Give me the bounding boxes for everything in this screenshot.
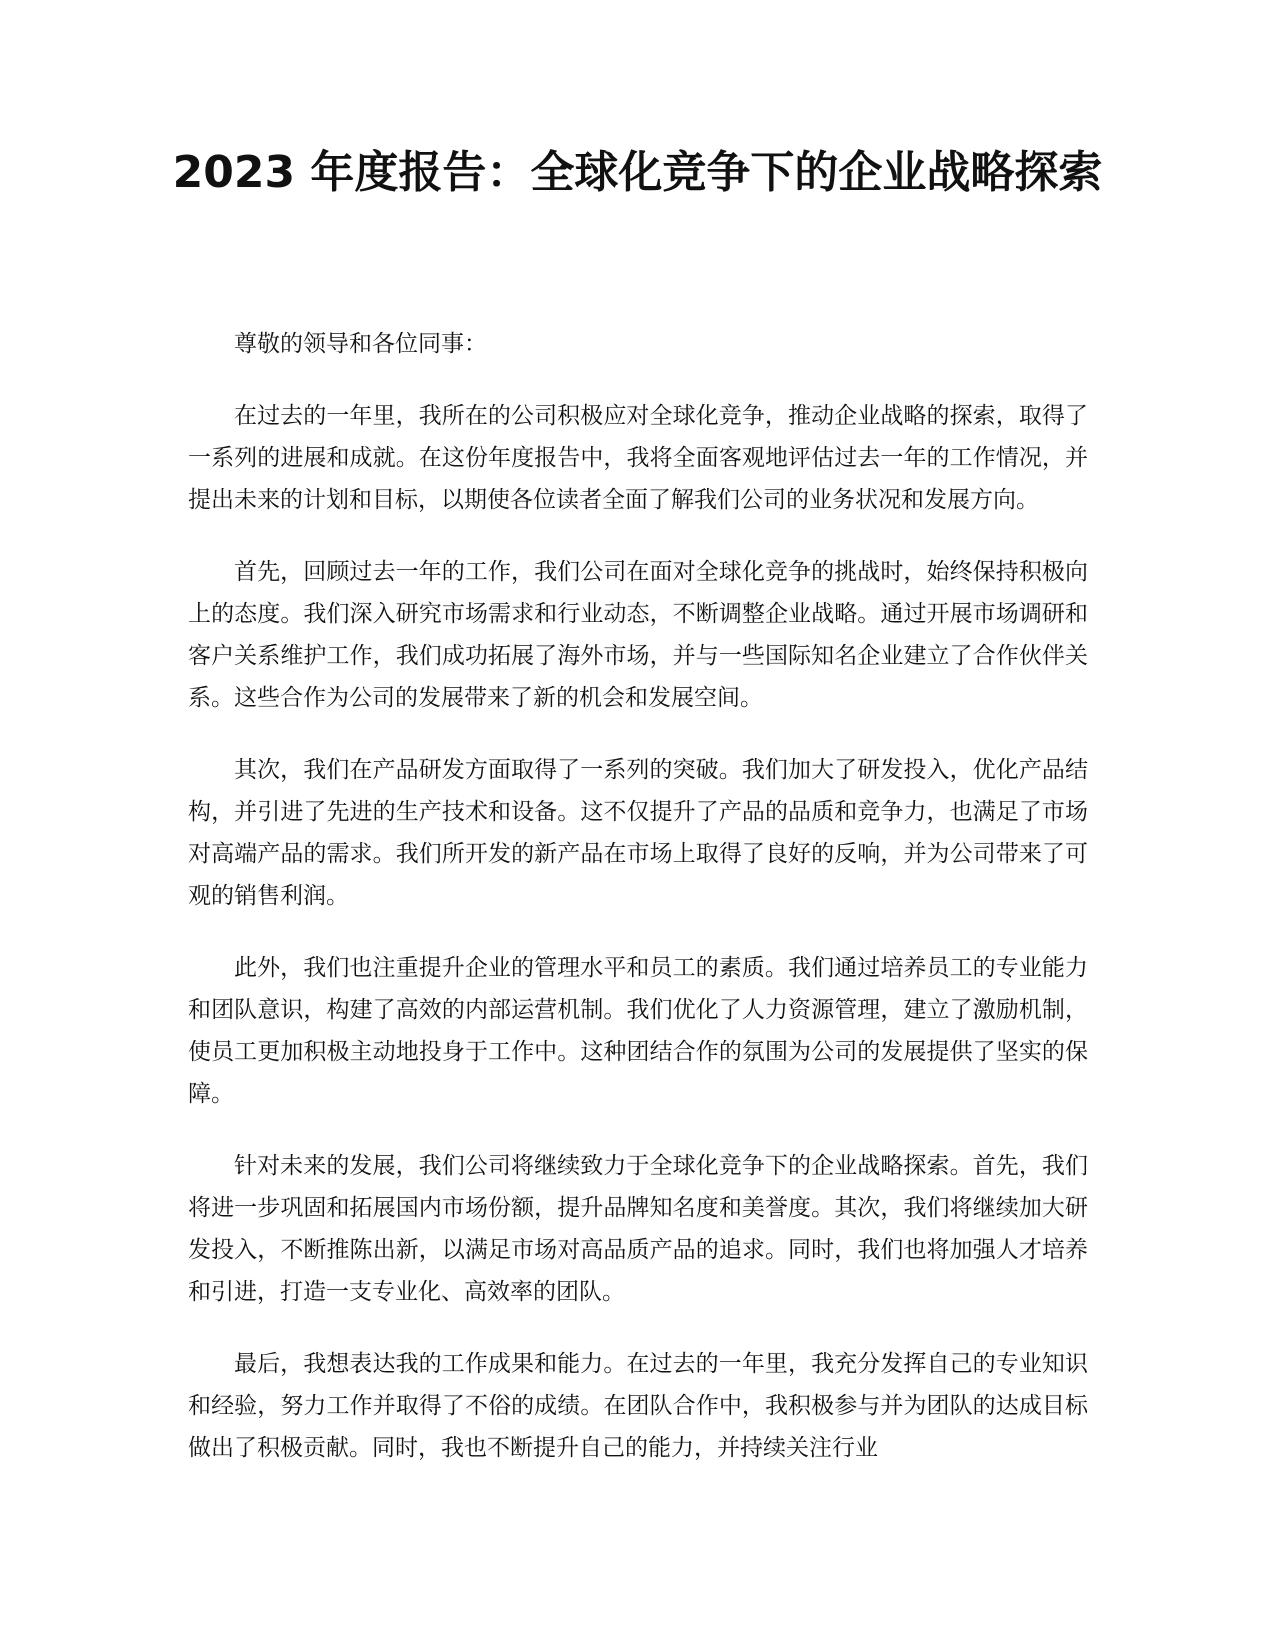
paragraph-product: 其次，我们在产品研发方面取得了一系列的突破。我们加大了研发投入，优化产品结构，并引进了先进的生产技术和设备。这不仅提升了产品的品质和竞争力，也满足了市场对高端产品的需求。我们所开发的新产品在市场上取得了良好的反响，并为公司带来了可观的销售利润。 — [188, 757, 1088, 909]
paragraph-future: 针对未来的发展，我们公司将继续致力于全球化竞争下的企业战略探索。首先，我们将进一步巩固和拓展国内市场份额，提升品牌知名度和美誉度。其次，我们将继续加大研发投入，不断推陈出新，以满足市场对高品质产品的追求。同时，我们也将加强人才培养和引进，打造一支专业化、高效率的团队。 — [188, 1153, 1088, 1305]
document-body — [188, 323, 1088, 1499]
paragraph-intro: 在过去的一年里，我所在的公司积极应对全球化竞争，推动企业战略的探索，取得了一系列的进展和成就。在这份年度报告中，我将全面客观地评估过去一年的工作情况，并提出未来的计划和目标，以期使各位读者全面了解我们公司的业务状况和发展方向。 — [188, 403, 1088, 513]
paragraph-review: 首先，回顾过去一年的工作，我们公司在面对全球化竞争的挑战时，始终保持积极向上的态度。我们深入研究市场需求和行业动态，不断调整企业战略。通过开展市场调研和客户关系维护工作，我们成功拓展了海外市场，并与一些国际知名企业建立了合作伙伴关系。这些合作为公司的发展带来了新的机会和发展空间。 — [188, 559, 1088, 711]
paragraph-management: 此外，我们也注重提升企业的管理水平和员工的素质。我们通过培养员工的专业能力和团队意识，构建了高效的内部运营机制。我们优化了人力资源管理，建立了激励机制，使员工更加积极主动地投身于工作中。这种团结合作的氛围为公司的发展提供了坚实的保障。 — [188, 955, 1088, 1107]
document-title: 2023 年度报告：全球化竞争下的企业战略探索 — [172, 147, 1103, 198]
salutation: 尊敬的领导和各位同事： — [234, 331, 487, 357]
paragraph-conclusion: 最后，我想表达我的工作成果和能力。在过去的一年里，我充分发挥自己的专业知识和经验，努力工作并取得了不俗的成绩。在团队合作中，我积极参与并为团队的达成目标做出了积极贡献。同时，我也不断提升自己的能力，并持续关注行业 — [188, 1351, 1088, 1461]
